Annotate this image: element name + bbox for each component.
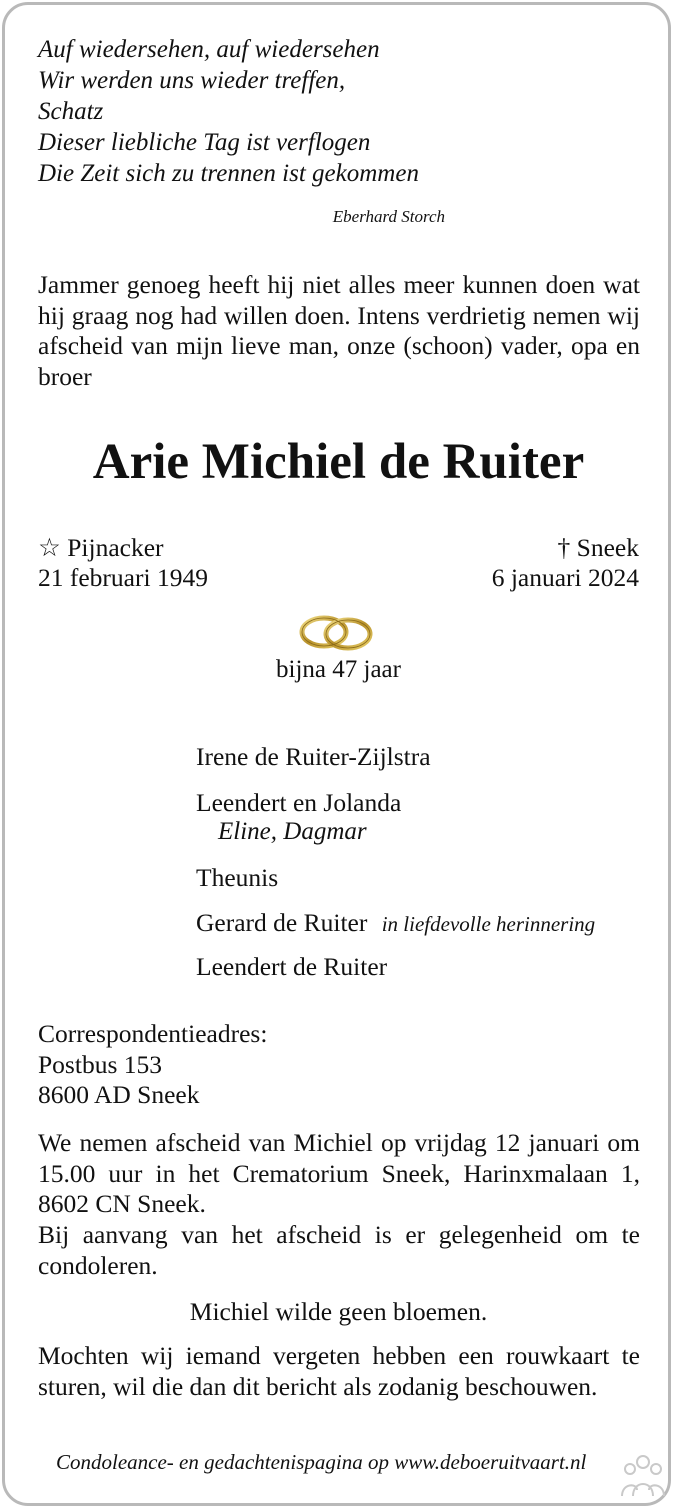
intro-text: Jammer genoeg heeft hij niet alles meer kunnen doen wat hij graag nog had willen doen. Intens verdrietig nemen wij afscheid van mijn lieve man, onze (schoon) vader, opa en broer [38, 270, 640, 391]
birth-date: 21 februari 1949 [38, 563, 208, 592]
people-logo-icon [621, 1452, 665, 1498]
address-label: Correspondentieadres: [38, 1019, 268, 1048]
poem-line: Die Zeit sich zu trennen ist gekommen [38, 160, 419, 187]
wedding-rings-icon [294, 610, 378, 656]
poem [38, 34, 419, 189]
condole-text: Bij aanvang van het afscheid is er gelegenheid om te condoleren. [38, 1220, 640, 1280]
birth-info [38, 533, 208, 593]
grandchildren: Eline, Dagmar [218, 818, 367, 845]
footer-text: Condoleance- en gedachtenispagina op www.deboeruitvaart.nl [56, 1450, 587, 1474]
poem-line: Auf wiedersehen, auf wiedersehen [38, 36, 380, 63]
spouse: Irene de Ruiter-Zijlstra [196, 742, 431, 771]
poem-line: Dieser liebliche Tag ist verflogen [38, 129, 371, 156]
poem-author: Eberhard Storch [332, 207, 445, 226]
marriage-duration: bijna 47 jaar [276, 656, 401, 683]
forgotten-text: Mochten wij iemand vergeten hebben een rouwkaart te sturen, wil die dan dit bericht als zodanig beschouwen. [38, 1341, 640, 1401]
death-info [492, 533, 639, 593]
sibling-1-note: in liefdevolle herinnering [381, 912, 596, 936]
address-line-1: Postbus 153 [38, 1049, 162, 1079]
sibling-1 [196, 908, 595, 938]
child-1: Leendert en Jolanda [196, 788, 402, 817]
farewell-text: We nemen afscheid van Michiel op vrijdag 12 januari om 15.00 uur in het Crematorium Sneek, Harinxmalaan 1, 8602 CN Sneek. [38, 1128, 640, 1218]
no-flowers-text: Michiel wilde geen bloemen. [189, 1297, 488, 1326]
birth-place: Pijnacker [67, 533, 164, 562]
sibling-2: Leendert de Ruiter [196, 952, 388, 981]
poem-line: Wir werden uns wieder treffen, [38, 67, 346, 94]
deceased-name: Arie Michiel de Ruiter [92, 434, 585, 490]
birth-star-icon: ☆ [38, 533, 61, 562]
poem-line: Schatz [38, 98, 104, 125]
correspondence-address [38, 1019, 267, 1111]
death-cross-icon: † [557, 533, 571, 562]
death-place: Sneek [576, 533, 639, 562]
address-line-2: 8600 AD Sneek [38, 1080, 200, 1109]
child-2: Theunis [196, 863, 279, 892]
sibling-1-name: Gerard de Ruiter [196, 908, 368, 937]
death-date: 6 januari 2024 [491, 563, 639, 592]
